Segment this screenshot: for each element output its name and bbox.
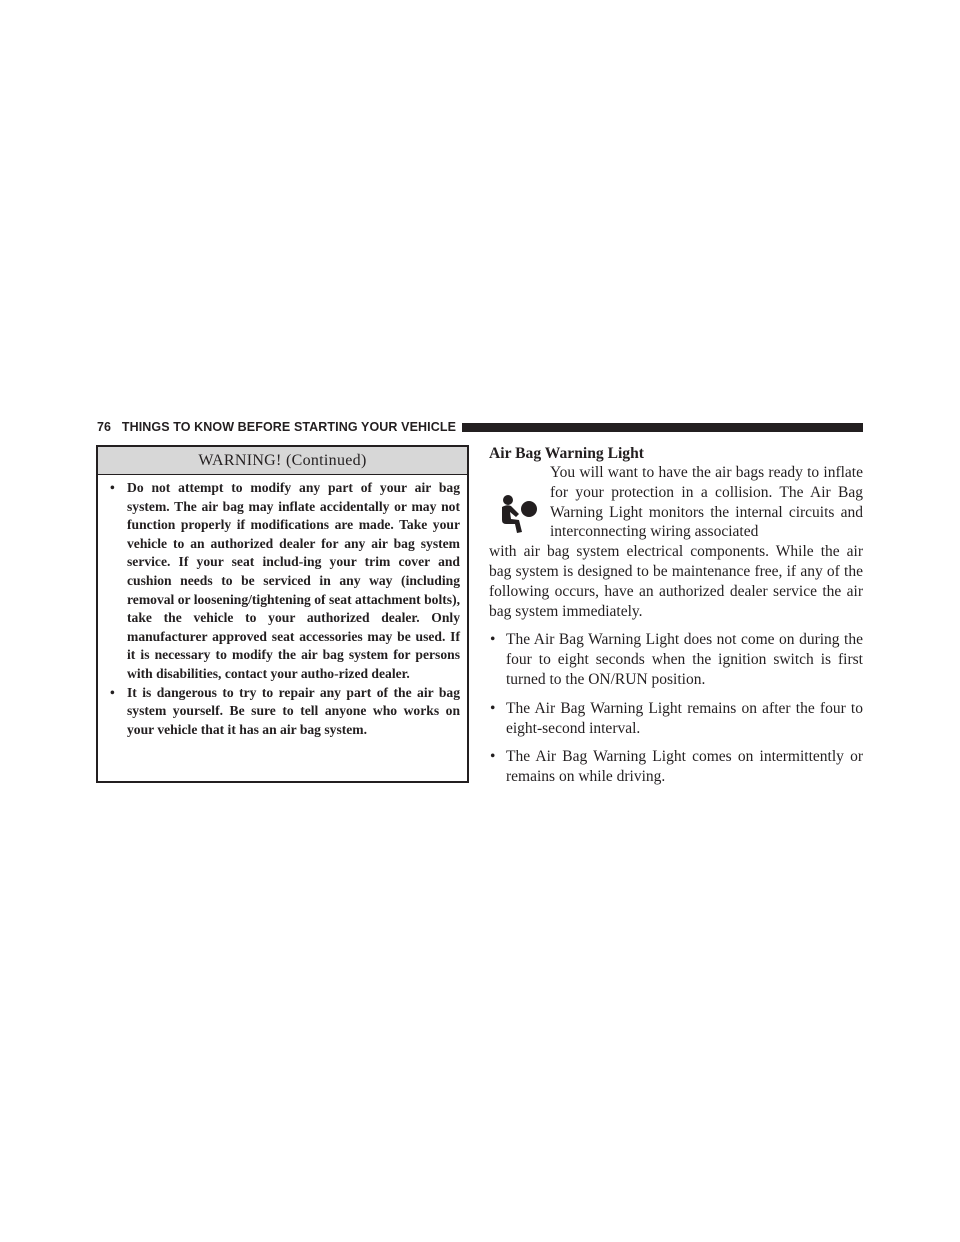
list-item-text: The Air Bag Warning Light comes on intermittently or remains on while driving. <box>506 748 863 786</box>
header-rule <box>462 423 863 432</box>
warning-title: WARNING! (Continued) <box>98 447 467 475</box>
page-header-text <box>97 420 456 434</box>
warning-body <box>98 475 467 739</box>
bullet: • <box>110 684 115 700</box>
list-item <box>489 699 863 739</box>
warning-item <box>109 684 460 740</box>
list-item-text: The Air Bag Warning Light does not come on during the four to eight seconds when the ignition switch is first turned to the ON/RUN position. <box>506 631 863 688</box>
page-number: 76 <box>97 420 112 434</box>
bullet: • <box>490 631 496 649</box>
bullet: • <box>110 480 115 495</box>
airbag-section-title: Air Bag Warning Light <box>489 445 644 462</box>
airbag-warning-icon <box>499 493 539 533</box>
list-item <box>489 630 863 689</box>
airbag-intro-continued: with air bag system electrical components. While the air bag system is designed to be maintenance free, if any of the following occurs, have an authorized dealer service the air bag system immediately. <box>489 543 863 620</box>
bullet: • <box>490 699 496 717</box>
airbag-section <box>489 445 863 787</box>
warning-box <box>96 445 469 783</box>
warning-item-text: Do not attempt to modify any part of your air bag system. The air bag may inflate accidentally or may not function properly if modifications are made. Take your vehicle to an authorized dealer for any air bag system service. If your seat includ-ing your trim cover and cushion needs to be serviced in any way (including removal or loosening/tightening of seat attachment bolts), take the vehicle to your authorized dealer. Only manufacturer approved seat accessories may be used. If it is necessary to modify the air bag system for persons with disabilities, contact your autho-rized dealer. <box>127 480 460 681</box>
section-title: THINGS TO KNOW BEFORE STARTING YOUR VEHICLE <box>121 420 457 434</box>
warning-item <box>109 479 460 684</box>
page-header <box>97 419 863 435</box>
list-item <box>489 747 863 787</box>
warning-item-text: It is dangerous to try to repair any part of the air bag system yourself. Be sure to tell anyone who works on your vehicle that it has an air bag system. <box>127 684 460 737</box>
airbag-intro-indented: You will want to have the air bags ready to inflate for your protection in a collision. The Air Bag Warning Light monitors the internal circuits and interconnecting wiring associated <box>550 464 863 541</box>
bullet: • <box>490 748 496 766</box>
airbag-intro <box>489 463 863 621</box>
list-item-text: The Air Bag Warning Light remains on after the four to eight-second interval. <box>506 699 863 737</box>
